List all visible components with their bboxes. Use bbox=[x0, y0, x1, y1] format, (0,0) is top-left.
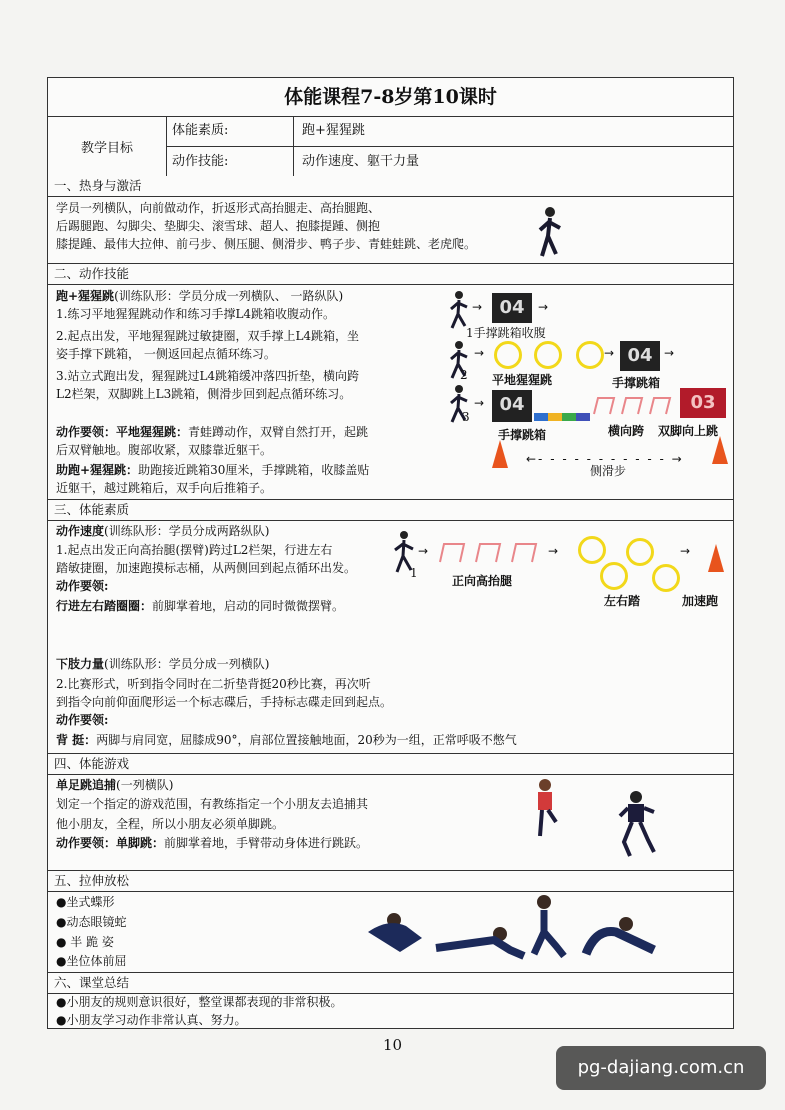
section-fitness-heading: 三、体能素质 bbox=[48, 500, 733, 521]
goal-key-2: 动作技能: bbox=[166, 147, 294, 177]
arrow-icon: → bbox=[604, 346, 615, 360]
figure-label-5: 横向跨 bbox=[608, 424, 645, 438]
hurdles bbox=[592, 392, 674, 418]
game-line-1: 划定一个指定的游戏范围，有教练指定一个小朋友去追捕其 bbox=[56, 797, 369, 811]
summary-item-1: ●小朋友的规则意识很好，整堂课都表现的非常积极。 bbox=[56, 995, 343, 1009]
stretch-poses-figure bbox=[360, 894, 660, 968]
jump-box-l3: 03 bbox=[680, 388, 726, 418]
warmup-line-3: 膝提踵、最伟大拉伸、前弓步、侧压腿、侧滑步、鸭子步、青蛙蛙跳、老虎爬。 bbox=[56, 237, 477, 251]
section-summary-heading: 六、课堂总结 bbox=[48, 973, 733, 994]
figure-label-4: 手撑跳箱 bbox=[498, 428, 547, 442]
game-line-2: 他小朋友，全程，所以小朋友必须单脚跳。 bbox=[56, 817, 285, 831]
figure-label-6: 双脚向上跳 bbox=[658, 424, 719, 438]
folding-mat bbox=[534, 410, 592, 422]
speed-label-c: 加速跑 bbox=[682, 594, 719, 608]
goal-label: 教学目标 bbox=[48, 116, 167, 176]
goal-value-2: 动作速度、躯干力量 bbox=[302, 154, 420, 169]
speed-label-a: 正向高抬腿 bbox=[452, 574, 513, 588]
skill-point-1: 动作要领：平地猩猩跳：青蛙蹲动作，双臂自然打开，起跳 bbox=[56, 425, 369, 439]
speed-label-b: 左右踏 bbox=[604, 594, 641, 608]
skill-point-2: 后双臂触地。腹部收紧，双膝靠近躯干。 bbox=[56, 443, 273, 457]
marker-cone bbox=[492, 440, 508, 468]
lesson-sheet bbox=[47, 77, 734, 1029]
skill-line-5: L2栏架，双脚跳上L3跳箱，侧滑步回到起点循环练习。 bbox=[56, 387, 352, 401]
stretch-item-2: ●动态眼镜蛇 bbox=[56, 915, 127, 929]
strength-subtitle: 下肢力量(训练队形：学员分成一列横队) bbox=[56, 657, 270, 671]
speed-line-2: 踏敏捷圈，加速跑摸标志桶，从两侧回到起点循环出发。 bbox=[56, 561, 357, 575]
warmup-line-2: 后踢腿跑、勾脚尖、垫脚尖、滚雪球、超人、抱膝提踵、侧抱 bbox=[56, 219, 381, 233]
speed-hurdles bbox=[436, 538, 542, 566]
goal-key-1: 体能素质: bbox=[166, 116, 294, 146]
agility-ring bbox=[494, 341, 522, 369]
figure-label-7: 侧滑步 bbox=[590, 464, 627, 478]
strength-line-1: 2.比赛形式，听到指令同时在二折垫背挺20秒比赛，再次听 bbox=[56, 677, 371, 691]
game-subtitle: 单足跳追捕(一列横队) bbox=[56, 778, 174, 792]
figure-label-2: 平地猩猩跳 bbox=[492, 373, 553, 387]
section-game-heading: 四、体能游戏 bbox=[48, 754, 733, 775]
agility-ring bbox=[578, 536, 606, 564]
speed-point: 行进左右踏圈圈：前脚掌着地，启动的同时微微摆臂。 bbox=[56, 599, 345, 613]
arrow-icon: → bbox=[474, 346, 485, 360]
skill-line-4: 3.站立式跑出发，猩猩跳过L4跳箱缓冲落四折垫，横向跨 bbox=[56, 369, 360, 383]
section-skill-heading: 二、动作技能 bbox=[48, 264, 733, 285]
page-title: 体能课程7-8岁第10课时 bbox=[48, 78, 733, 117]
skill-point-3: 助跑+猩猩跳：助跑接近跳箱30厘米，手撑跳箱，收膝盖贴 bbox=[56, 463, 370, 477]
speed-line-1: 1.起点出发正向高抬腿(摆臂)跨过L2栏架，行进左右 bbox=[56, 543, 333, 557]
arrow-icon: → bbox=[474, 396, 485, 410]
figure-num-2: 2 bbox=[460, 368, 468, 382]
runner-figure bbox=[536, 206, 564, 262]
arrow-icon: → bbox=[418, 544, 429, 558]
running-child-figure bbox=[618, 790, 658, 860]
skill-subtitle-rest: (训练队形：学员分成一列横队、 一路纵队) bbox=[114, 289, 344, 303]
jump-box-l4: 04 bbox=[492, 293, 532, 323]
skill-line-2: 2.起点出发，平地猩猩跳过敏捷圈，双手撑上L4跳箱，坐 bbox=[56, 329, 360, 343]
goal-table bbox=[48, 116, 733, 177]
goal-value-1: 跑+猩猩跳 bbox=[302, 123, 365, 138]
arrow-icon: → bbox=[664, 346, 675, 360]
skill-line-1: 1.练习平地猩猩跳动作和练习手撑L4跳箱收腹动作。 bbox=[56, 307, 336, 321]
strength-line-2: 到指令向前仰面爬形运一个标志碟后，手持标志碟走回到起点。 bbox=[56, 695, 393, 709]
speed-figure-num: 1 bbox=[410, 566, 418, 580]
warmup-line-1: 学员一列横队，向前做动作，折返形式高抬腿走、高抬腿跑、 bbox=[56, 201, 381, 215]
jump-box-l4: 04 bbox=[492, 390, 532, 422]
stretch-item-3: ● 半 跪 姿 bbox=[56, 935, 114, 949]
arrow-icon: → bbox=[538, 300, 549, 314]
agility-ring bbox=[626, 538, 654, 566]
skill-line-3: 姿手撑下跳箱， 一侧返回起点循环练习。 bbox=[56, 347, 276, 361]
marker-cone bbox=[708, 544, 724, 572]
speed-subtitle: 动作速度(训练队形：学员分成两路纵队) bbox=[56, 524, 270, 538]
summary-item-2: ●小朋友学习动作非常认真、努力。 bbox=[56, 1013, 247, 1027]
game-point: 动作要领：单脚跳：前脚掌着地，手臂带动身体进行跳跃。 bbox=[56, 836, 369, 850]
arrow-icon: → bbox=[548, 544, 559, 558]
section-stretch-heading: 五、拉伸放松 bbox=[48, 871, 733, 892]
arrow-icon: → bbox=[472, 300, 483, 314]
agility-ring bbox=[600, 562, 628, 590]
strength-point: 背 挺：两脚与肩同宽，屈膝成90°，肩部位置接触地面，20秒为一组，正常呼吸不憋气 bbox=[56, 733, 517, 747]
agility-ring bbox=[652, 564, 680, 592]
agility-ring bbox=[576, 341, 604, 369]
dashed-arrow-icon: ←- - - - - - - - - - - → bbox=[526, 452, 684, 466]
arrow-icon: → bbox=[680, 544, 691, 558]
hopping-child-figure bbox=[530, 778, 560, 842]
stretch-item-1: ●坐式蝶形 bbox=[56, 895, 115, 909]
watermark: pg-dajiang.com.cn bbox=[556, 1046, 766, 1090]
agility-ring bbox=[534, 341, 562, 369]
speed-points-label: 动作要领: bbox=[56, 579, 109, 593]
skill-subtitle bbox=[56, 287, 343, 305]
section-warmup-heading: 一、热身与激活 bbox=[48, 176, 733, 197]
marker-cone bbox=[712, 436, 728, 464]
jump-box-l4: 04 bbox=[620, 341, 660, 371]
page-number: 10 bbox=[382, 1036, 403, 1054]
stretch-item-4: ●坐位体前屈 bbox=[56, 954, 127, 968]
skill-point-4: 近躯干，越过跳箱后，双手向后推箱子。 bbox=[56, 481, 273, 495]
figure-label-1: 1手撑跳箱收腹 bbox=[466, 326, 546, 340]
figure-label-3: 手撑跳箱 bbox=[612, 376, 661, 390]
strength-points-label: 动作要领: bbox=[56, 713, 109, 727]
skill-subtitle-bold: 跑+猩猩跳 bbox=[56, 289, 115, 303]
figure-num-3: 3 bbox=[462, 410, 470, 424]
